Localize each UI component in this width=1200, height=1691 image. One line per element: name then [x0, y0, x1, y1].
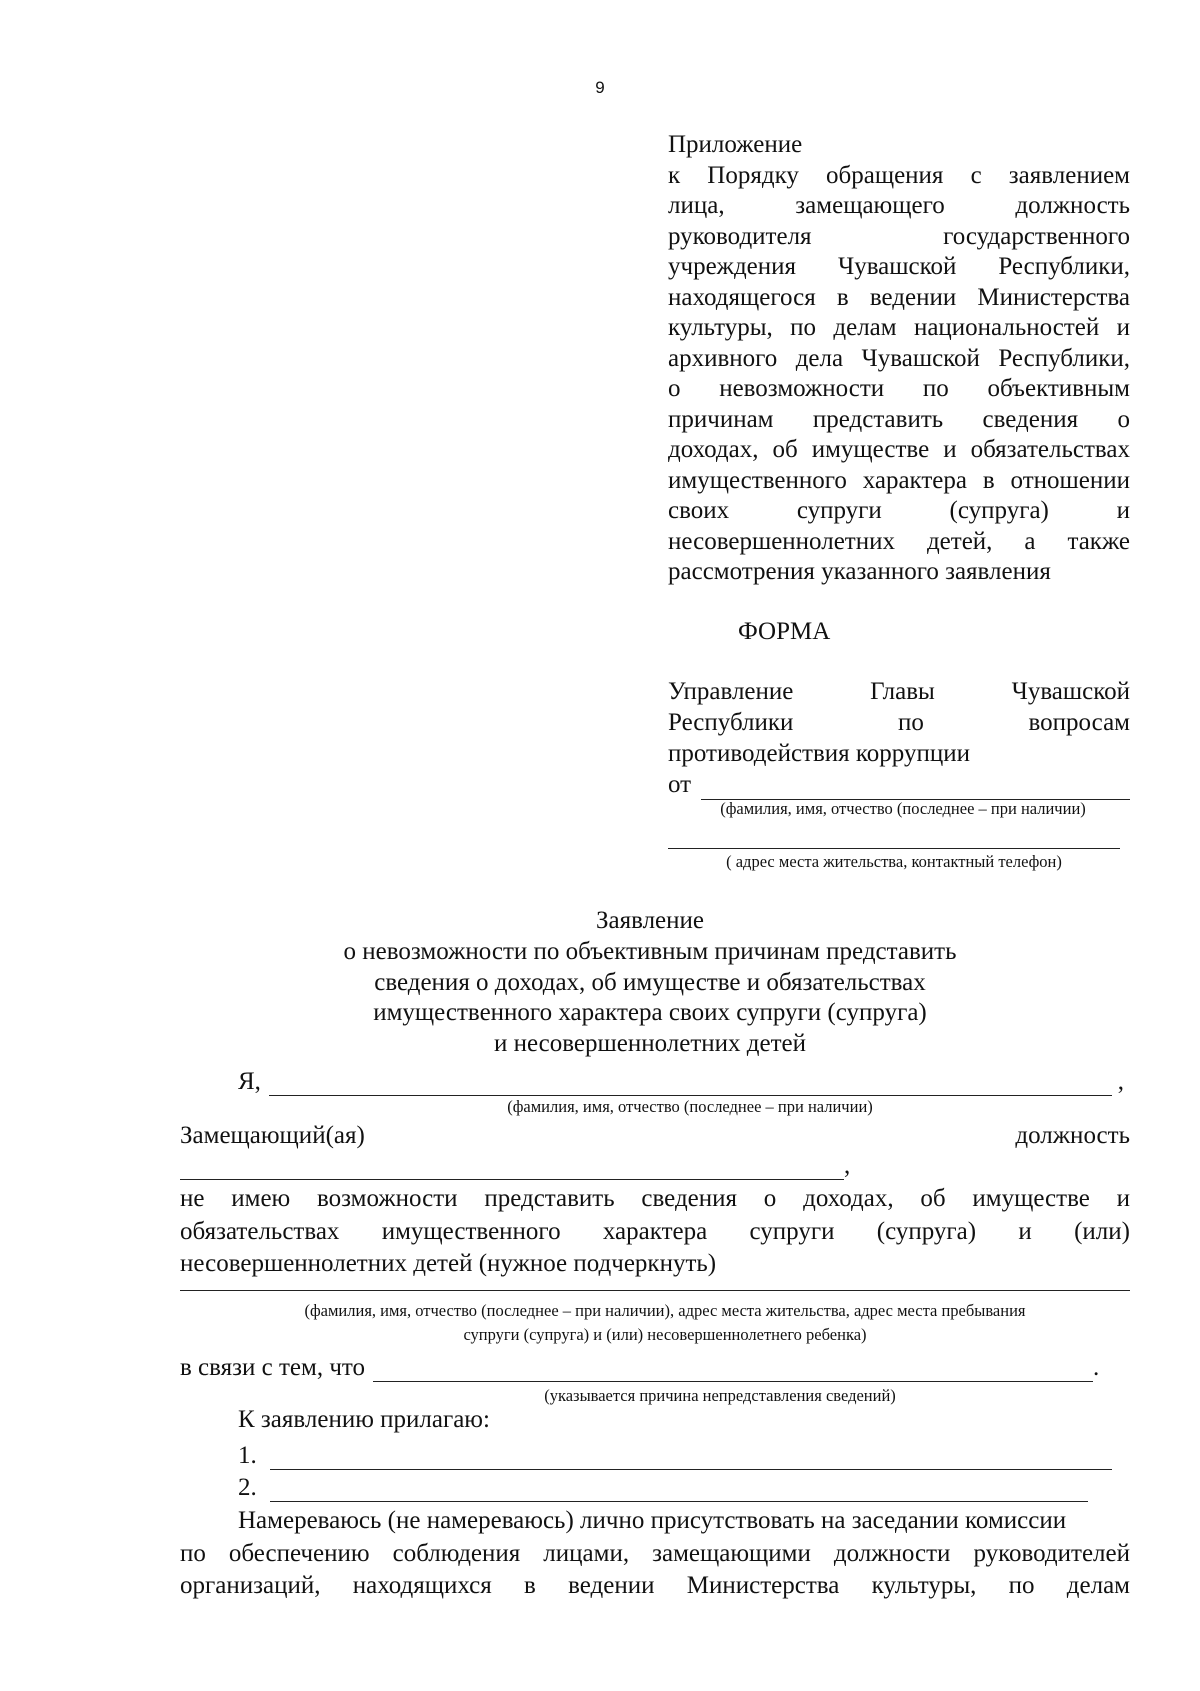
addressee-line: Управление Главы Чувашской — [668, 678, 1130, 705]
addressee-line: противодействия коррупции — [668, 740, 970, 767]
i-end: , — [1117, 1068, 1124, 1095]
appendix-line: рассмотрения указанного заявления — [668, 558, 1051, 585]
address-field[interactable] — [668, 848, 1120, 849]
from-row — [668, 769, 1130, 800]
appendix-block — [668, 130, 1130, 588]
appendix-line: причинам представить сведения о — [668, 405, 1130, 433]
attach-number: 2. — [238, 1474, 257, 1501]
position-row — [180, 1118, 1130, 1150]
appendix-line: руководителя государственного — [668, 222, 1130, 250]
attachment-field-2[interactable] — [270, 1481, 1088, 1502]
statement-subtitle-line: имущественного характера своих супруги (супруга) — [373, 999, 927, 1027]
addressee-block — [668, 676, 1130, 800]
statement-subtitle-line: и несовершеннолетних детей — [493, 1030, 807, 1058]
appendix-line: несовершеннолетних детей, а также — [668, 527, 1130, 555]
i-label: Я, — [238, 1068, 261, 1095]
statement-subtitle-line: о невозможности по объективным причинам представить — [343, 937, 957, 965]
para-line: несовершеннолетних детей (нужное подчеркнуть) — [180, 1250, 717, 1277]
intent-line: по обеспечению соблюдения лицами, замещающими должности руководителей — [180, 1539, 1130, 1567]
attach-row-1 — [238, 1440, 1118, 1470]
intent-paragraph — [180, 1505, 1130, 1603]
appendix-line: архивного дела Чувашской Республики, — [668, 344, 1130, 372]
attach-label: К заявлению прилагаю: — [238, 1406, 490, 1433]
from-label: от — [668, 771, 692, 798]
position-end: , — [844, 1152, 851, 1179]
position-field[interactable] — [180, 1159, 844, 1180]
reason-row — [180, 1350, 1130, 1382]
spouse-hint-line: (фамилия, имя, отчество (последнее – при наличии), адрес места жительства, адрес места пребывания — [304, 1301, 1026, 1320]
appendix-line: культуры, по делам национальностей и — [668, 314, 1130, 341]
form-label: ФОРМА — [738, 618, 831, 645]
statement-subtitle-line: сведения о доходах, об имуществе и обязательствах — [374, 968, 926, 996]
appendix-line: находящегося в ведении Министерства — [668, 283, 1130, 311]
intent-line: Намереваюсь (не намереваюсь) лично присутствовать на заседании комиссии — [238, 1507, 1067, 1534]
appendix-line: о невозможности по объективным — [668, 375, 1130, 402]
appendix-line: лица, замещающего должность — [668, 192, 1130, 219]
appendix-line: учреждения Чувашской Республики, — [668, 253, 1130, 280]
name-hint: (фамилия, имя, отчество (последнее – при наличии) — [507, 1097, 873, 1116]
from-hint: (фамилия, имя, отчество (последнее – при наличии) — [720, 799, 1086, 818]
position-field-row — [180, 1150, 1130, 1180]
reason-label: в связи с тем, что — [180, 1354, 365, 1381]
from-name-field[interactable] — [701, 777, 1130, 800]
reason-hint: (указывается причина непредставления сведений) — [544, 1386, 896, 1405]
position-left: Замещающий(ая) — [180, 1122, 365, 1149]
page-number: 9 — [595, 78, 605, 97]
spouse-hint-line: супруги (супруга) и (или) несовершеннолетнего ребенка) — [463, 1325, 867, 1344]
position-right: должность — [1015, 1122, 1130, 1149]
statement-title-block — [0, 906, 1200, 1060]
appendix-line: доходах, об имуществе и обязательствах — [668, 436, 1130, 463]
spouse-hint — [180, 1299, 1150, 1347]
reason-end: . — [1093, 1354, 1100, 1381]
applicant-name-field[interactable] — [269, 1073, 1112, 1096]
appendix-title: Приложение — [668, 131, 803, 158]
appendix-line: своих супруги (супруга) и — [668, 497, 1130, 524]
statement-paragraph — [180, 1183, 1130, 1281]
address-hint: ( адрес места жительства, контактный телефон) — [726, 852, 1062, 871]
para-line: не имею возможности представить сведения о доходах, об имуществе и — [180, 1185, 1130, 1212]
applicant-row — [180, 1064, 1130, 1096]
para-line: обязательствах имущественного характера супруги (супруга) и (или) — [180, 1217, 1130, 1245]
statement-title: Заявление — [595, 907, 705, 934]
addressee-line: Республики по вопросам — [668, 709, 1130, 736]
reason-field[interactable] — [373, 1359, 1093, 1382]
attachment-field-1[interactable] — [270, 1449, 1112, 1470]
attach-row-2 — [238, 1472, 1118, 1502]
appendix-line: к Порядку обращения с заявлением — [668, 161, 1130, 189]
intent-line: организаций, находящихся в ведении Министерства культуры, по делам — [180, 1572, 1130, 1599]
spouse-info-field[interactable] — [180, 1290, 1130, 1291]
appendix-line: имущественного характера в отношении — [668, 466, 1130, 494]
attach-number: 1. — [238, 1442, 257, 1469]
